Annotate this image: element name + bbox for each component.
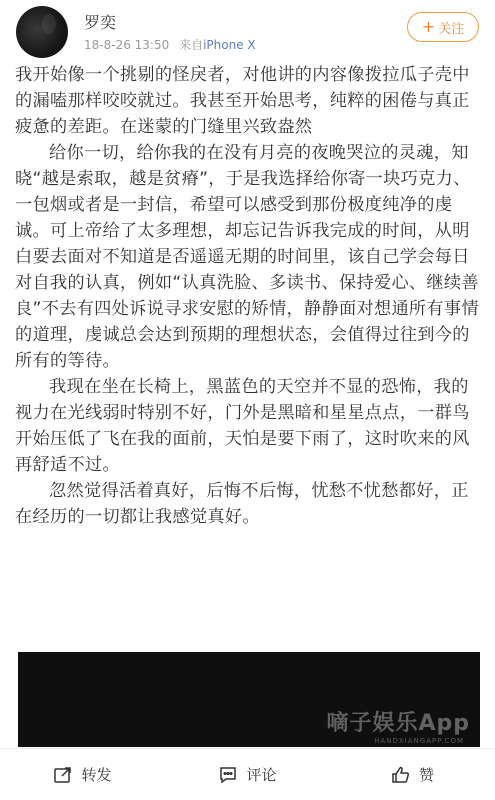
comment-label: 评论 [246, 766, 277, 784]
repost-button[interactable] [0, 749, 165, 800]
watermark: 嘀子娱乐App [326, 711, 470, 736]
follow-button[interactable] [407, 12, 479, 42]
post-meta [84, 36, 256, 53]
post-content [15, 62, 483, 530]
comment-button[interactable] [165, 749, 330, 800]
avatar[interactable] [16, 6, 68, 58]
comment-icon [218, 765, 238, 785]
post-header [0, 0, 495, 64]
watermark-sub: HANDXIANGAPP.COM [374, 737, 464, 745]
post-image[interactable] [18, 652, 480, 747]
repost-icon [53, 765, 73, 785]
like-button[interactable] [330, 749, 495, 800]
like-label: 赞 [418, 766, 434, 784]
source-prefix: 来自 [179, 38, 204, 52]
follow-label: 关注 [438, 21, 465, 37]
repost-label: 转发 [81, 766, 112, 784]
paragraph: 给你一切，给你我的在没有月亮的夜晚哭泣的灵魂，知晓“越是索取，越是贫瘠”，于是我选择给你寄一块巧克力、一包烟或者是一封信，希望可以感受到那份极度纯净的虔诚。可上帝给了太多理想，却忘记告诉我完成的时间，从明白要去面对不知道是否遥遥无期的时间里，该自己学会每日对自我的认真，例如“认真洗脸、多读书、保持爱心、继续善良”不去有四处诉说寻求安慰的矫情，静静面对想通所有事情的道理，虔诚总会达到预期的理想状态，会值得过往到今的所有的等待。 [15, 143, 479, 371]
action-toolbar [0, 748, 495, 800]
paragraph: 忽然觉得活着真好，后悔不后悔，忧愁不忧愁都好，正在经历的一切都让我感觉真好。 [15, 481, 469, 527]
source-device[interactable]: iPhone X [203, 38, 256, 52]
username[interactable]: 罗奕 [84, 13, 117, 32]
thumbs-up-icon [391, 765, 411, 785]
paragraph: 我开始像一个挑剔的怪戾者，对他讲的内容像拨拉瓜子壳中的漏嗑那样咬咬就过。我甚至开始思考，纯粹的困倦与真正疲惫的差距。在迷蒙的门缝里兴致盎然 [15, 65, 470, 137]
plus-icon: + [421, 17, 436, 36]
timestamp: 18-8-26 13:50 [84, 38, 170, 52]
avatar-highlight [42, 14, 56, 34]
paragraph: 我现在坐在长椅上，黑蓝色的天空并不显的恐怖，我的视力在光线弱时特别不好，门外是黑暗和星星点点，一群鸟开始压低了飞在我的面前，天怕是要下雨了，这时吹来的风再舒适不过。 [15, 377, 470, 475]
